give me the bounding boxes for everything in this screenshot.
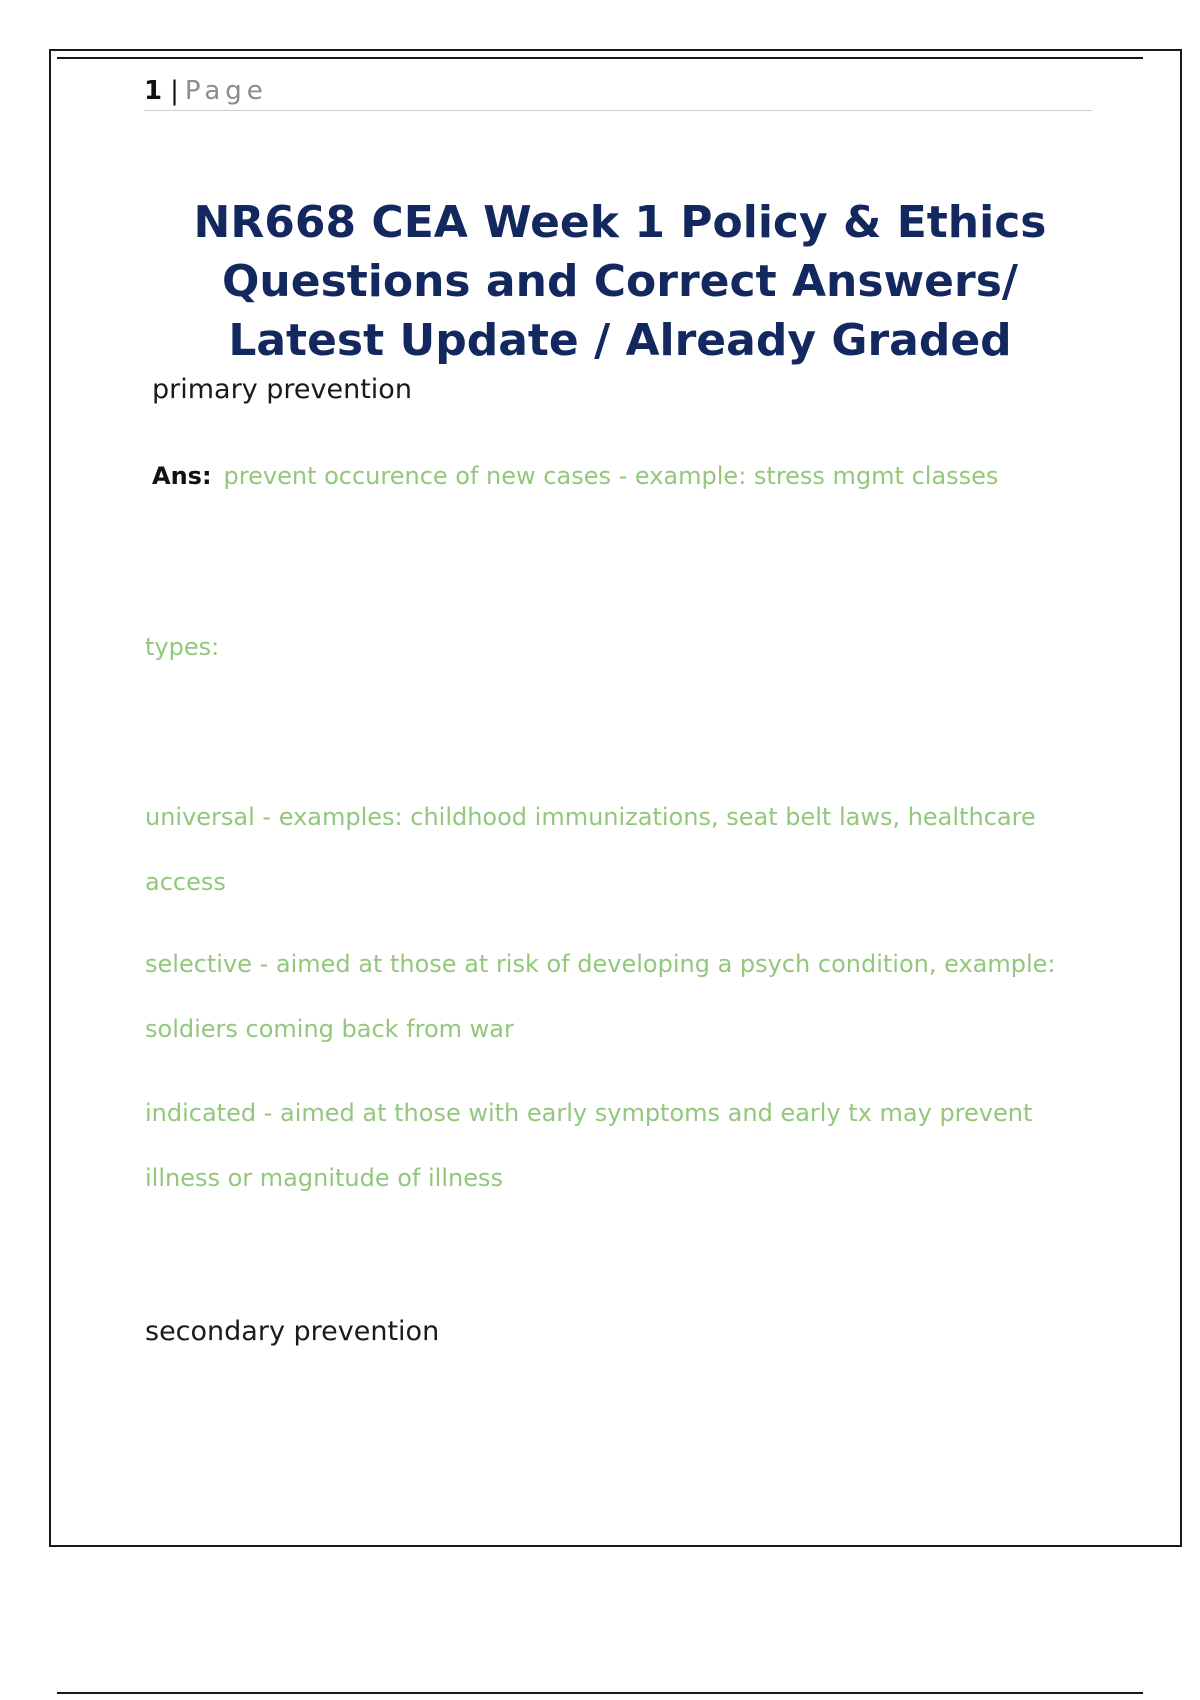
top-rule <box>57 57 1143 59</box>
question-text: primary prevention <box>152 374 412 405</box>
answer-detail-indicated: indicated - aimed at those with early symptoms and early tx may prevent illness or magnitude of illness <box>145 1099 1033 1192</box>
page-label: Page <box>184 76 268 106</box>
page-separator: | <box>170 76 179 106</box>
answer-label: Ans: <box>152 462 212 490</box>
answer-text: prevent occurence of new cases - example: stress mgmt classes <box>223 462 999 490</box>
answer-detail-universal: universal - examples: childhood immunizations, seat belt laws, healthcare access <box>145 803 1036 896</box>
bottom-rule <box>57 1692 1143 1694</box>
answer-line <box>152 462 998 490</box>
page-number: 1 <box>144 76 163 106</box>
page-header <box>144 74 1092 111</box>
document-title: NR668 CEA Week 1 Policy & Ethics Questions and Correct Answers/ Latest Update / Already Graded <box>193 197 1047 366</box>
answer-detail-types: types: <box>145 633 220 661</box>
question-text: secondary prevention <box>145 1316 440 1347</box>
answer-detail-selective: selective - aimed at those at risk of developing a psych condition, example: soldiers coming back from war <box>145 950 1056 1043</box>
